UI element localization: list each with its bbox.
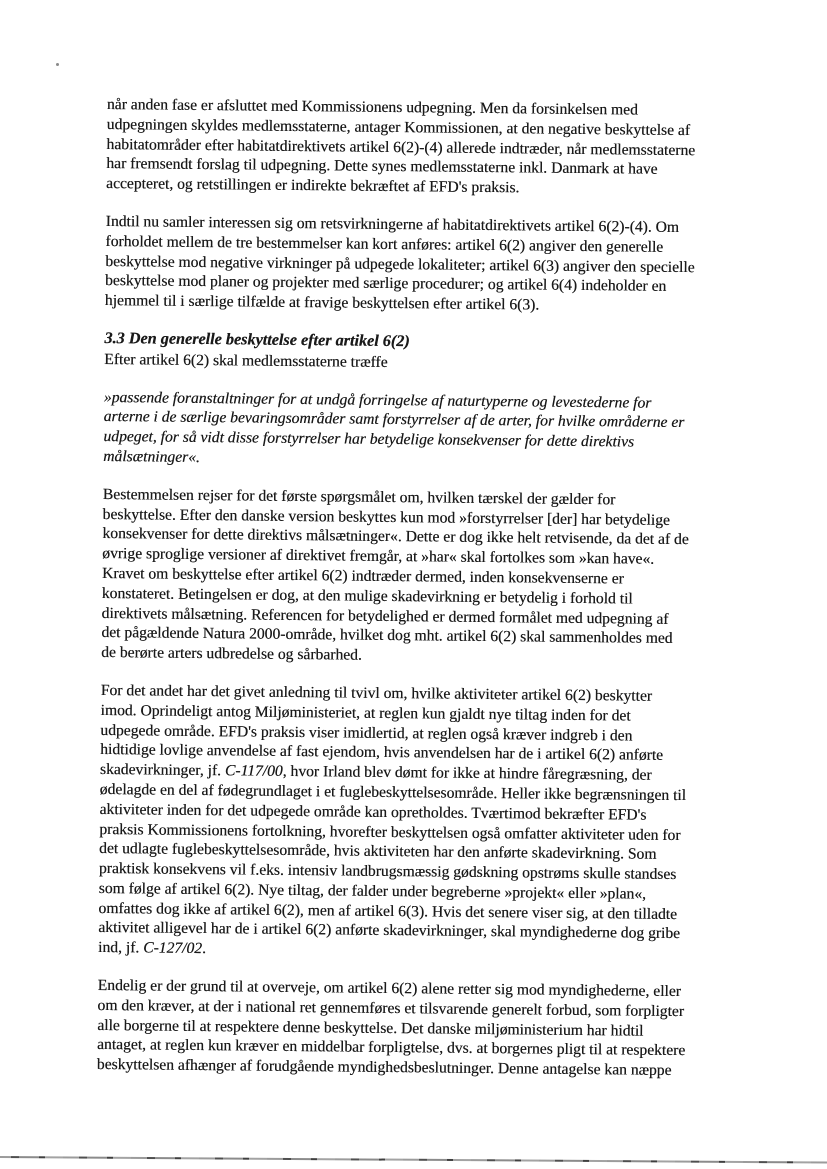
text-line: For det andet har det givet anledning til tvivl om, hvilke aktiviteter artikel 6(2) beskytter <box>100 681 653 705</box>
text-line: de berørte arters udbredelse og sårbarhed. <box>101 644 362 664</box>
activities-paragraph <box>98 681 751 965</box>
page-text <box>97 95 757 1100</box>
text-line: antaget, at reglen kun kræver en middelbar forpligtelse, dvs. at borgernes pligt til at respektere <box>96 1036 686 1060</box>
continuation-paragraph <box>106 95 757 201</box>
text-line: hjemmel til i særlige tilfælde at fravige beskyttelsen efter artikel 6(3). <box>104 292 540 314</box>
text-line: beskyttelse mod negative virkninger på udpegede lokaliteter; artikel 6(3) angiver den specielle <box>105 252 695 276</box>
addressees-paragraph <box>97 976 748 1082</box>
text-line: beskyttelse. Efter den danske version beskyttes kun mod »forstyrrelser [der] har betydelige <box>102 505 670 529</box>
text-line: målsætninger«. <box>103 447 200 466</box>
text-line: habitatområder efter habitatdirektivets artikel 6(2)-(4) allerede indtræder, når medlemsstaterne <box>106 135 696 159</box>
case-reference: C-127/02 <box>143 939 203 958</box>
text-line: udpegningen skyldes medlemsstaterne, antager Kommissionen, at den negative beskyttelse af <box>106 115 691 139</box>
text-line: aktiviteter inden for det udpegede område kan opretholdes. Tværtimod bekræfter EFD's <box>99 800 647 824</box>
text-line: Indtil nu samler interessen sig om retsvirkningerne af habitatdirektivets artikel 6(2)-(4). Om <box>105 212 680 236</box>
text-line: udpegede område. EFD's praksis viser imidlertid, at reglen også kræver indgreb i den <box>100 721 633 745</box>
text-line: »passende foranstaltninger for at undgå forringelse af naturtyperne og levestederne for <box>103 388 652 412</box>
text-line: konstateret. Betingelsen er dog, at den mulige skadevirkning er betydelig i forhold til <box>101 584 633 608</box>
scan-speck <box>56 63 59 66</box>
text-line: imod. Oprindeligt antog Miljøministeriet, at reglen kun gjaldt nye tiltag inden for det <box>100 701 631 725</box>
text-line: når anden fase er afsluttet med Kommissionens udpegning. Men da forsinkelsen med <box>106 95 638 119</box>
text-line: omfattes dog ikke af artikel 6(2), men af artikel 6(3). Hvis det senere viser sig, at den tilladte <box>98 899 678 923</box>
text-line: direktivets målsætning. Referencen for betydelighed er dermed formålet med udpegning af <box>101 604 669 628</box>
text-line: skadevirkninger, jf. C-117/00, hvor Irland blev dømt for ikke at hindre fåregræsning, der <box>99 761 652 784</box>
text-line: praksis Kommissionens fortolkning, hvorefter beskyttelsen også omfatter aktiviteter uden for <box>99 820 681 844</box>
text-line: beskyttelsen afhænger af forudgående myndighedsbeslutninger. Denne antagelse kan næppe <box>96 1056 672 1080</box>
text-line: hidtidige lovlige anvendelse af fast ejendom, hvis anvendelsen har de i artikel 6(2) anførte <box>100 741 664 765</box>
text-line: Kravet om beskyttelse efter artikel 6(2) indtræder dermed, inden konsekvenserne er <box>101 564 624 588</box>
text-line: praktisk konsekvens vil f.eks. intensiv landbrugsmæssig gødskning opstrøms skulle standses <box>98 860 677 884</box>
text-line: Efter artikel 6(2) skal medlemsstaterne træffe <box>104 350 388 371</box>
text-line: det udlagte fuglebeskyttelsesområde, hvis aktiviteten har den anførte skadevirkning. Som <box>99 840 657 864</box>
text-line: accepteret, og retstillingen er indirekte bekræftet af EFD's praksis. <box>105 175 520 197</box>
text-line: forholdet mellem de tre bestemmelser kan kort anføres: artikel 6(2) angiver den generelle <box>105 232 664 256</box>
text-line: konsekvenser for dette direktivs målsætninger«. Dette er dog ikke helt retvisende, da det af de <box>102 525 689 549</box>
case-reference: C-117/00 <box>224 762 283 780</box>
text-line: 3.3 Den generelle beskyttelse efter artikel 6(2) <box>104 328 410 351</box>
text-line: arterne i de særlige bevaringsområder samt forstyrrelser af de arter, for hvilke områderne er <box>103 408 685 432</box>
text-line: udpeget, for så vidt disse forstyrrelser har betydelige konsekvenser for dette direktivs <box>103 428 635 451</box>
scan-bottom-edge-line <box>0 1156 827 1164</box>
threshold-paragraph <box>101 485 753 670</box>
text-line: øvrige sproglige versioner af direktivet fremgår, at »har« skal fortolkes som »kan have«. <box>102 545 655 568</box>
text-line: beskyttelse mod planer og projekter med særlige procedurer; og artikel 6(4) indeholder en <box>104 272 667 296</box>
text-line: ind, jf. C-127/02. <box>97 939 207 958</box>
text-line: alle borgerne til at respektere denne beskyttelse. Det danske miljøministerium har hidtil <box>97 1016 644 1040</box>
text-line: Bestemmelsen rejser for det første spørgsmålet om, hvilken tærskel der gælder for <box>102 485 616 509</box>
directive-quote <box>103 388 754 474</box>
provisions-overview-paragraph <box>105 212 756 318</box>
text-line: om den kræver, at der i national ret gennemføres et tilsvarende generelt forbud, som forpligter <box>97 996 685 1020</box>
text-line: det pågældende Natura 2000-område, hvilket dog mht. artikel 6(2) skal sammenholdes med <box>101 624 673 648</box>
text-line: har fremsendt forslag til udpegning. Dette synes medlemsstaterne inkl. Danmark at have <box>106 155 658 179</box>
text-line: ødelagde en del af fødegrundlaget i et fuglebeskyttelsesområde. Heller ikke begrænsningen til <box>99 780 687 805</box>
text-line: Endelig er der grund til at overveje, om artikel 6(2) alene retter sig mod myndighederne, eller <box>97 977 681 1001</box>
text-line: aktivitet alligevel har de i artikel 6(2) anførte skadevirkninger, skal myndighederne dog gribe <box>98 919 681 943</box>
text-line: som følge af artikel 6(2). Nye tiltag, der falder under begreberne »projekt« eller »plan«, <box>98 879 647 903</box>
